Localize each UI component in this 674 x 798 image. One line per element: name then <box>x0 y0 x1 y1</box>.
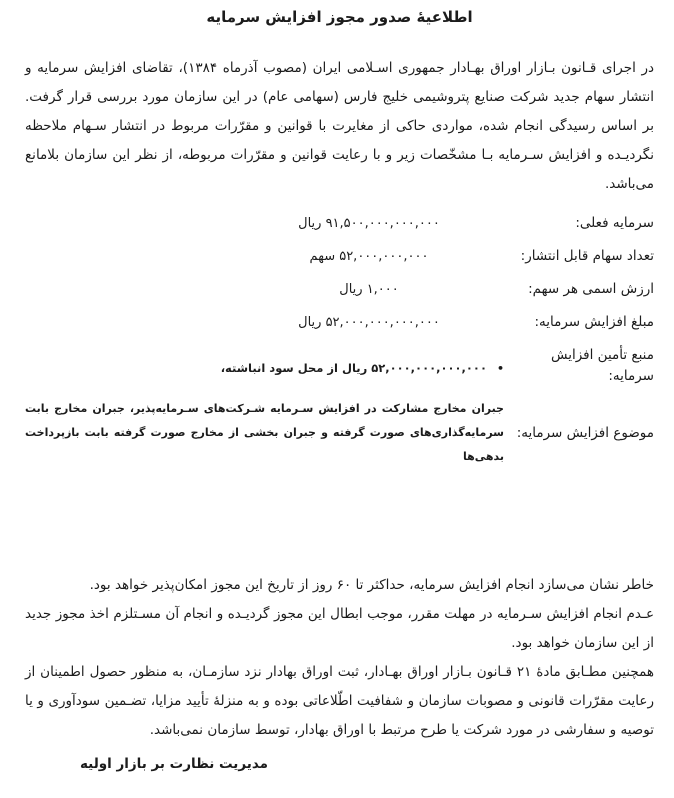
bullet-icon: • <box>496 362 504 375</box>
signature-line: مدیریت نظارت بر بازار اولیه <box>80 756 268 772</box>
detail-row-increase-amount <box>25 312 654 333</box>
detail-label: موضوع افزایش سرمایه: <box>516 424 654 441</box>
detail-row-current-capital <box>25 213 654 234</box>
funding-source-text: ۵۲,۰۰۰,۰۰۰,۰۰۰,۰۰۰ ریال از محل سود انباشته، <box>220 361 487 375</box>
detail-value: ۹۱,۵۰۰,۰۰۰,۰۰۰,۰۰۰ ریال <box>298 216 440 231</box>
subject-value: جبران مخارج مشارکت در افزایش سـرمایه شـرکت‌های سـرمایه‌پذیر، جبران مخارج بابت سرمایه‌گذاری‌های صورت گرفته و جبران بخشی از مخارج صورت گرفته بابت بازپرداخت بدهی‌ها <box>25 402 504 463</box>
notes-section <box>25 571 654 745</box>
detail-value <box>25 358 504 379</box>
page-title: اطلاعیۀ صدور مجوز افزایش سرمایه <box>206 8 473 26</box>
detail-row-issuable-shares <box>25 246 654 267</box>
detail-label: مبلغ افزایش سرمایه: <box>534 314 654 330</box>
detail-value: ۱,۰۰۰ ریال <box>339 282 399 297</box>
detail-label: تعداد سهام قابل انتشار: <box>520 248 654 264</box>
details-section <box>25 213 654 469</box>
detail-value: ۵۲,۰۰۰,۰۰۰,۰۰۰,۰۰۰ ریال <box>298 315 440 330</box>
intro-paragraph: در اجرای قـانون بـازار اوراق بهـادار جمهوری اسـلامی ایران (مصوب آذرماه ۱۳۸۴)، تقاضای افزایش سرمایه و انتشار سهام جدید شرکت صنایع پتروشیمی خلیج فارس (سهامی عام) در این سازمان مورد بررسی قرار گرفت. بر اساس رسیدگی انجام شده، مواردی حاکی از مغایرت با قوانین و مقرّرات مربوط در انتشار سـهام ملاحظه نگردیـده و افزایش سـرمایه بـا مشخّصات زیر و با رعایت قوانین و مقرّرات مربوطه، از نظر این سازمان بلامانع می‌باشد. <box>25 60 655 192</box>
detail-label: منبع تأمین افزایش سرمایه: <box>551 347 654 384</box>
detail-row-subject <box>25 397 654 469</box>
detail-value: ۵۲,۰۰۰,۰۰۰,۰۰۰ سهم <box>309 249 429 264</box>
note-paragraph-deadline: خاطر نشان می‌سازد انجام افزایش سرمایه، حداکثر تا ۶۰ روز از تاریخ این مجوز امکان‌پذیر خواهد بود. <box>89 577 654 593</box>
note-paragraph-invalidation: عـدم انجام افزایش سـرمایه در مهلت مقرر، موجب ابطال این مجوز گردیـده و انجام آن مسـتلزم اخذ مجوز جدید از این سازمان خواهد بود. <box>25 606 654 651</box>
note-paragraph-article21: همچنین مطـابق مادۀ ۲۱ قـانون بـازار اوراق بهـادار، ثبت اوراق بهادار نزد سازمـان، به منظور حصول اطمینان از رعایت مقرّرات قانونی و مصوبات سازمان و شفافیت اطّلاعاتی بوده و به منزلۀ تأیید مزایا، تضـمین سودآوری و یا توصیه و سفارشی در مورد شرکت یا طرح مرتبط با اوراق بهادار، توسط سازمان نمی‌باشد. <box>25 664 654 738</box>
detail-label: سرمایه فعلی: <box>575 215 654 231</box>
detail-row-funding-source <box>25 345 654 387</box>
detail-row-nominal-value <box>25 279 654 300</box>
signature-row <box>25 745 654 774</box>
detail-label: ارزش اسمی هر سهم: <box>528 281 654 297</box>
